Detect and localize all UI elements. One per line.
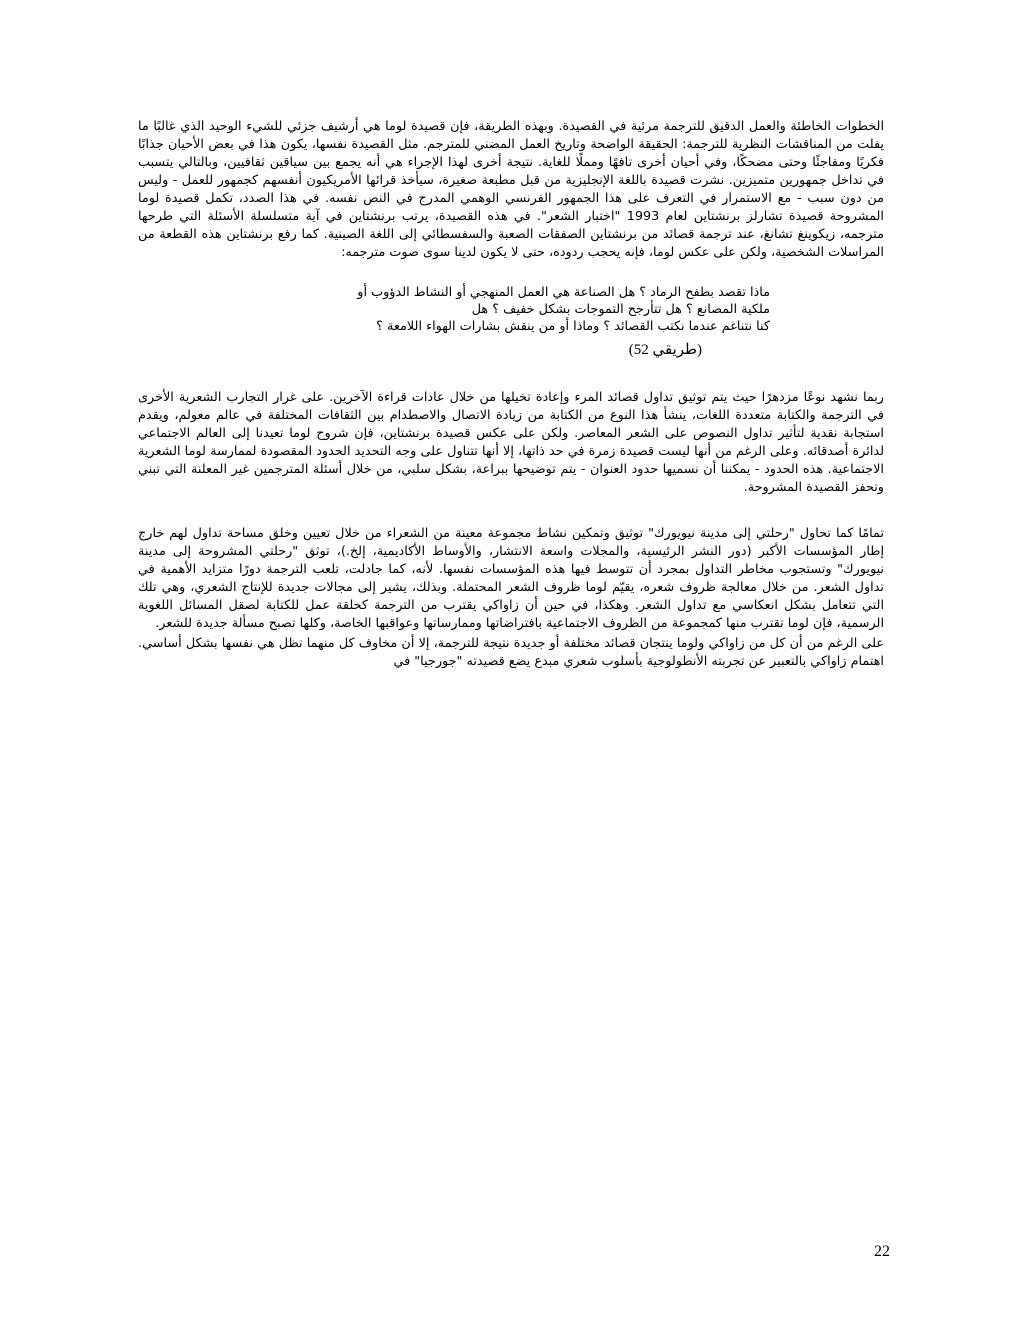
document-body bbox=[138, 118, 884, 671]
paragraph-circulation-genre: ربما نشهد نوعًا مزدهرًا حيث يتم توثيق تداول قصائد المرء وإعادة تخيلها من خلال عادات قراءة الآخرين. على غرار التجارب الشعرية الأخرى في الترجمة والكتابة متعددة اللغات، ينشأ هذا النوع من الكتابة من زيادة الاتصال والاصطدام بين الثقافات المختلفة في عالم معولم، ويقدم استجابة نقدية لتأثير تداول النصوص على الشعر المعاصر. ولكن على عكس قصيدة برنشتاين، فإن شروح لوما تعيدنا إلى العالم الاجتماعي لدائرة أصدقائه. وعلى الرغم من أنها ليست قصيدة زمرة في حد ذاتها، إلا أنها تتناول على وجه التحديد الحدود المقصودة لممارسة لوما الشعرية الاجتماعية. هذه الحدود - يمكننا أن نسميها حدود العنوان - يتم توضيحها ببراعة، بشكل سلبي، من خلال أسئلة المترجمين غير المعلنة التي تبني وتحفز القصيدة المشروحة. bbox=[138, 390, 884, 495]
poem-citation: (طريقي 52) bbox=[628, 342, 702, 358]
block-quote-poem bbox=[138, 284, 884, 359]
poem-line: ملكية المصانع ؟ هل تتأرجح التموجات بشكل خفيف ؟ هل bbox=[471, 302, 770, 317]
page-number: 22 bbox=[874, 1243, 890, 1260]
paragraph-translation-archive: الخطوات الخاطئة والعمل الدقيق للترجمة مرئية في القصيدة. وبهذه الطريقة، فإن قصيدة لوما هي أرشيف جزئي للشيء الوحيد الذي غالبًا ما يفلت من المناقشات النظرية للترجمة: الحقيقة الواضحة وتاريخ العمل المضني للمترجم. مثل القصيدة نفسها، يكون هذا في بعض الأحيان جذابًا فكريًا ومفاجئًا وحتى مضحكًا، وفي أحيان أخرى تافهًا ومملًا للغاية. نتيجة أخرى لهذا الإجراء هي أنه يجمع بين سياقين ثقافيين، وبالتالي يتسبب في تداخل جمهورين متميزين. نشرت قصيدة باللغة الإنجليزية من قبل مطبعة صغيرة، سيأخذ قرائها الأمريكيون أنفسهم كجمهور للعمل - وليس من دون سبب - مع الاستمرار في التعرف على هذا الجمهور الفرنسي الوهمي المدرج في النص نفسه. في هذا الصدد، تكمل قصيدة لوما المشروحة قصيدة تشارلز برنشتاين لعام 1993 "اختبار الشعر". في هذه القصيدة، يرتب برنشتاين في آية متسلسلة الأسئلة التي طرحها مترجمه، زيكوينغ تشانغ، عند ترجمة قصائد من برنشتاين الصفقات الصعبة والسفسطائي إلى اللغة الصينية. كما رفع برنشتاين هذه القطعة من المراسلات الشخصية، ولكن على عكس لوما، فإنه يحجب ردوده، حتى لا يكون لدينا سوى صوت مترجمه: bbox=[138, 119, 884, 260]
paragraph-new-york-trip: تمامًا كما تحاول "رحلتي إلى مدينة نيويورك" توثيق وتمكين نشاط مجموعة معينة من الشعراء من خلال تعيين وخلق مساحة تداول لهم خارج إطار المؤسسات الأكبر (دور النشر الرئيسية، والمجلات واسعة الانتشار، والأوساط الأكاديمية، إلخ.)، توثق "رحلتي المشروحة إلى مدينة نيويورك" وتستجوب مخاطر التداول بمجرد أن تتوسط فيها هذه المؤسسات نفسها. لأنه، كما جادلت، تلعب الترجمة دورًا متزايد الأهمية في تداول الشعر. من خلال معالجة ظروف شعره، يقيّم لوما ظروف الشعر المحتملة. وبذلك، يشير إلى مجالات جديدة للإنتاج الشعري، وهي تلك التي تتعامل بشكل انعكاسي مع تداول الشعر. وهكذا، في حين أن زاواكي يقترب من الترجمة كحلقة عمل للكتابة لصقل المسائل اللغوية الرسمية، فإن لوما تقترب منها كمجموعة من الظروف الاجتماعية بافتراضاتها وممارساتها وعواقبها الخاصة، وكلها تصبح مسألة جديدة للشعر. bbox=[138, 526, 884, 631]
paragraph-zawaki-loma: على الرغم من أن كل من زاواكي ولوما ينتجان قصائد مختلفة أو جديدة نتيجة للترجمة، إلا أن مخاوف كل منهما تظل هي نفسها بشكل أساسي. اهتمام زاواكي بالتعبير عن تجربته الأنطولوجية بأسلوب شعري مبدع يضع قصيدته "جورجيا" في bbox=[138, 636, 884, 669]
poem-line: كنا نتناغم عندما نكتب القصائد ؟ وماذا أو من ينقش بشارات الهواء اللامعة ؟ bbox=[376, 319, 770, 334]
poem-line: ماذا تقصد بطفح الرماد ؟ هل الصناعة هي العمل المنهجي أو النشاط الدؤوب أو bbox=[357, 285, 770, 300]
